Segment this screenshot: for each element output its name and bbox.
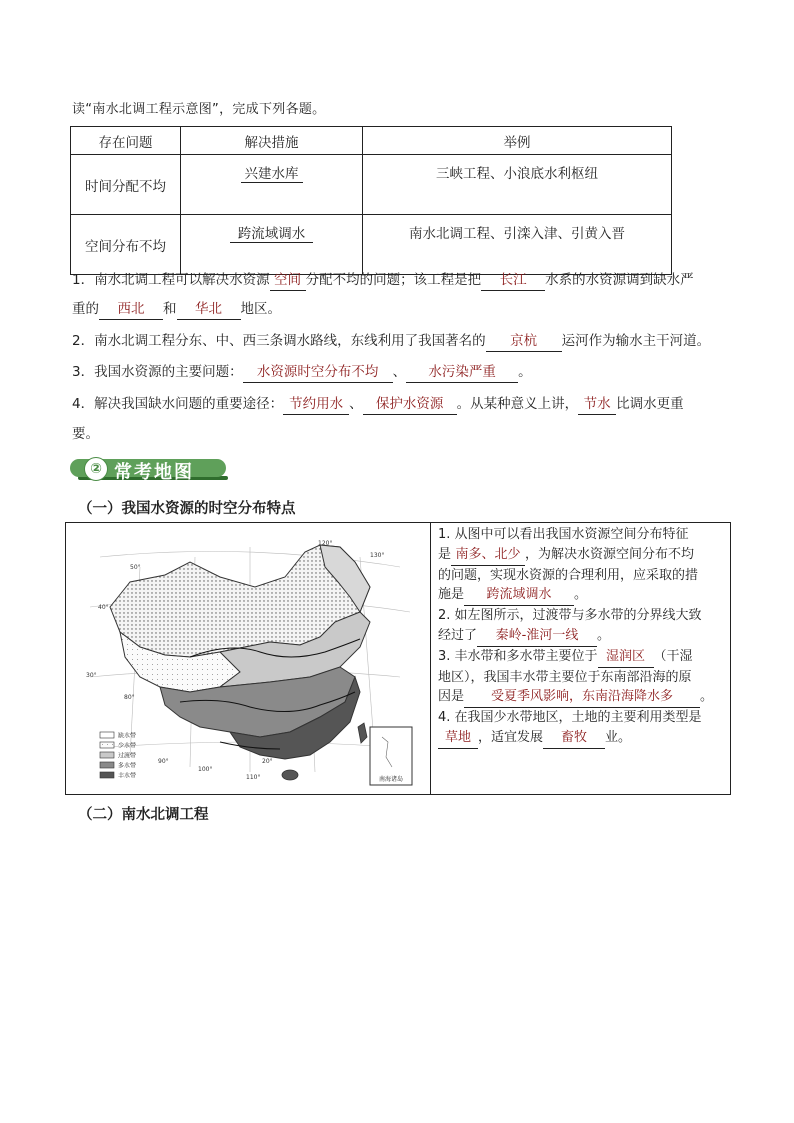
map-q1-line bbox=[438, 585, 728, 606]
hainan-island bbox=[282, 770, 298, 780]
lon-label: 90° bbox=[158, 758, 169, 765]
table-cell: 南水北调工程、引滦入津、引黄入晋 bbox=[363, 215, 672, 275]
lat-label: 50° bbox=[130, 564, 141, 571]
table-cell bbox=[181, 155, 363, 215]
map-q3-text: 3. 丰水带和多水带主要位于 bbox=[438, 648, 598, 664]
lon-label: 130° bbox=[370, 552, 385, 559]
problems-table bbox=[70, 126, 672, 275]
q4-text: 4．解决我国缺水问题的重要途径： bbox=[72, 396, 284, 412]
map-q1-line bbox=[438, 545, 728, 566]
box-divider bbox=[430, 523, 431, 794]
lon-label: 120° bbox=[318, 540, 333, 547]
map-q1-text: 1. 从图中可以看出我国水资源空间分布特征 bbox=[438, 527, 689, 542]
answer-blank: 节水 bbox=[578, 394, 616, 415]
question-2 bbox=[72, 331, 710, 352]
q1-text: 重的 bbox=[72, 301, 99, 317]
answer-blank: 湿润区 bbox=[598, 647, 654, 668]
map-q3-line bbox=[438, 687, 728, 708]
q1-text: 水系的水资源调到缺水严 bbox=[545, 272, 694, 288]
q3-text: 、 bbox=[392, 364, 407, 380]
q3-text: 。 bbox=[518, 364, 532, 380]
map-q3-line bbox=[438, 668, 728, 688]
legend-item: 多水带 bbox=[118, 762, 137, 770]
question-1-line-2 bbox=[72, 299, 281, 320]
q2-text: 2．南水北调工程分东、中、西三条调水路线，东线利用了我国著名的 bbox=[72, 333, 486, 349]
q1-text: 地区。 bbox=[240, 301, 281, 317]
map-q3-text: 。 bbox=[700, 689, 714, 705]
map-q4-line bbox=[438, 728, 728, 749]
answer-blank: 空间 bbox=[270, 270, 306, 291]
question-3 bbox=[72, 362, 532, 383]
answer-blank: 跨流域调水 bbox=[230, 222, 314, 243]
table-cell: 空间分布不均 bbox=[71, 215, 181, 275]
inset-label: 南海诸岛 bbox=[378, 776, 404, 783]
answer-blank: 节约用水 bbox=[283, 394, 349, 415]
q2-text: 运河作为输水主干河道。 bbox=[561, 333, 711, 349]
answer-blank: 兴建水库 bbox=[241, 162, 303, 183]
map-q3-text: （干湿 bbox=[653, 648, 693, 664]
lon-label: 110° bbox=[246, 774, 261, 781]
table-cell: 时间分配不均 bbox=[71, 155, 181, 215]
map-q3-line bbox=[438, 647, 728, 668]
q4-text: 。从某种意义上讲， bbox=[456, 396, 579, 412]
q3-text: 3．我国水资源的主要问题： bbox=[72, 364, 243, 380]
lon-label: 100° bbox=[198, 766, 213, 773]
answer-blank: 受夏季风影响，东南沿海降水多 bbox=[464, 687, 700, 708]
answer-blank: 水污染严重 bbox=[406, 362, 518, 383]
banner-title: 常考地图 bbox=[114, 462, 194, 483]
water-resources-map bbox=[70, 527, 426, 789]
map-q3-text: 因是 bbox=[438, 689, 465, 705]
map-q3-text: 地区），我国丰水带主要位于东南部沿海的原 bbox=[438, 669, 692, 685]
taiwan-island bbox=[358, 723, 367, 743]
section-2-title: （二）南水北调工程 bbox=[78, 807, 209, 823]
section-1-title: （一）我国水资源的时空分布特点 bbox=[78, 501, 296, 517]
q1-text: 和 bbox=[163, 301, 177, 317]
map-q1-line bbox=[438, 525, 728, 545]
banner-number: ② bbox=[84, 457, 108, 481]
lat-label: 30° bbox=[86, 672, 97, 679]
map-q2-text: 经过了 bbox=[438, 627, 478, 643]
map-q4-text: 4. 在我国少水带地区，土地的主要利用类型是 bbox=[438, 710, 702, 726]
answer-blank: 长江 bbox=[481, 270, 545, 291]
question-1-line-1 bbox=[72, 270, 694, 291]
map-q1-line bbox=[438, 566, 728, 586]
intro-text: 读“南水北调工程示意图”，完成下列各题。 bbox=[72, 102, 326, 117]
map-legend bbox=[100, 732, 136, 780]
q1-text: 分配不均的问题；该工程是把 bbox=[305, 272, 482, 288]
lat-label: 40° bbox=[98, 604, 109, 611]
answer-blank: 华北 bbox=[177, 299, 241, 320]
lat-label: 20° bbox=[262, 758, 273, 765]
map-q2-line bbox=[438, 606, 728, 626]
table-header-row bbox=[71, 127, 672, 155]
china-map-figure bbox=[70, 527, 426, 789]
map-q1-text: 施是 bbox=[438, 587, 465, 603]
lon-label: 80° bbox=[124, 694, 135, 701]
map-q1-text: 是 bbox=[438, 546, 452, 562]
table-cell bbox=[181, 215, 363, 275]
map-q4-text: 业。 bbox=[605, 729, 632, 745]
q1-text: 1．南水北调工程可以解决水资源 bbox=[72, 272, 270, 288]
q4-text: 要。 bbox=[72, 426, 99, 442]
table-header: 存在问题 bbox=[71, 127, 181, 155]
answer-blank: 保护水资源 bbox=[363, 394, 457, 415]
answer-blank: 京杭 bbox=[486, 331, 562, 352]
answer-blank: 畜牧 bbox=[543, 728, 605, 749]
table-header: 解决措施 bbox=[181, 127, 363, 155]
map-questions bbox=[438, 525, 728, 749]
answer-blank: 南多、北少 bbox=[451, 545, 525, 566]
table-row bbox=[71, 155, 672, 215]
map-q2-text: 2. 如左图所示，过渡带与多水带的分界线大致 bbox=[438, 608, 702, 624]
legend-item: 少水带 bbox=[118, 742, 137, 750]
q4-text: 比调水更重 bbox=[616, 396, 684, 412]
section-banner bbox=[70, 456, 226, 482]
answer-blank: 草地 bbox=[438, 728, 478, 749]
map-q4-line bbox=[438, 708, 728, 728]
q4-text: 、 bbox=[349, 396, 363, 412]
map-q2-text: 。 bbox=[597, 627, 611, 643]
question-4-line-2 bbox=[72, 424, 99, 444]
table-row bbox=[71, 215, 672, 275]
map-q4-text: ，适宜发展 bbox=[478, 729, 544, 745]
answer-blank: 跨流域调水 bbox=[464, 585, 574, 606]
map-q1-text: ，为解决水资源空间分布不均 bbox=[525, 546, 695, 562]
answer-blank: 水资源时空分布不均 bbox=[243, 362, 393, 383]
map-q1-text: 。 bbox=[574, 587, 588, 603]
legend-item: 缺水带 bbox=[118, 732, 137, 740]
map-q2-line bbox=[438, 626, 728, 647]
map-question-box bbox=[65, 522, 731, 795]
map-q1-text: 的问题，实现水资源的合理利用，应采取的措 bbox=[438, 567, 699, 583]
table-header: 举例 bbox=[363, 127, 672, 155]
table-cell: 三峡工程、小浪底水利枢纽 bbox=[363, 155, 672, 215]
answer-blank: 秦岭-淮河一线 bbox=[477, 626, 597, 647]
legend-item: 过渡带 bbox=[118, 752, 137, 760]
legend-item: 丰水带 bbox=[118, 772, 137, 780]
question-4-line-1 bbox=[72, 394, 684, 415]
answer-blank: 西北 bbox=[99, 299, 163, 320]
